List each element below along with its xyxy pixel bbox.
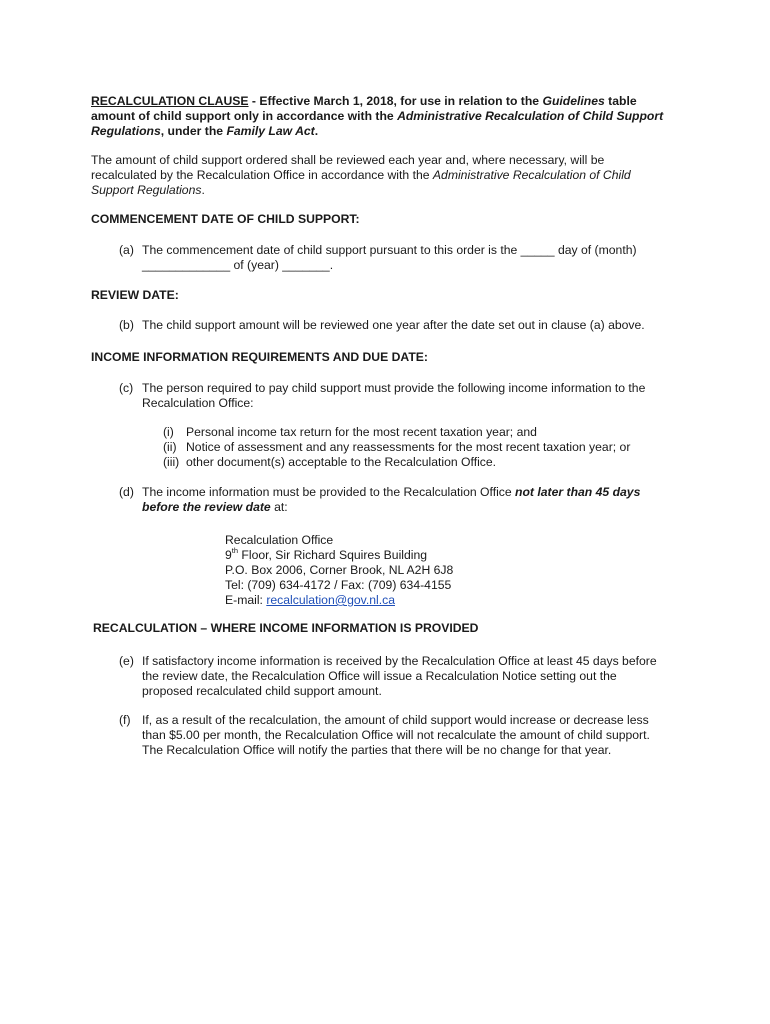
office-pobox: P.O. Box 2006, Corner Brook, NL A2H 6J8 <box>225 563 454 577</box>
deadline-emphasis: not later than 45 days before the review date <box>142 485 641 514</box>
intro-regs-ref: Administrative Recalculation of Child Support Regulations <box>91 168 631 197</box>
clause-title-end: . <box>314 124 319 138</box>
clause-b-label: (b) <box>119 318 134 332</box>
item-text: other document(s) acceptable to the Recalculation Office. <box>186 455 497 469</box>
income-doc-item <box>163 440 683 455</box>
guidelines-ref: Guidelines <box>542 94 605 108</box>
floor-number: 9 <box>225 548 232 562</box>
clause-e-label: (e) <box>119 654 134 668</box>
clause-a-label: (a) <box>119 243 134 257</box>
clause-d-label: (d) <box>119 485 134 499</box>
clause-a-line-1: The commencement date of child support pursuant to this order is the _____ day of (month) <box>142 243 637 257</box>
clause-title <box>91 94 671 139</box>
clause-f-text: If, as a result of the recalculation, the amount of child support would increase or decrease less than $5.00 per month, the Recalculation Office will not recalculate the amount of child support. The Recalculation Office will notify the parties that there will be no change for that year. <box>142 713 650 757</box>
clause-a-line-2: _____________ of (year) _______. <box>142 258 334 272</box>
item-number: (ii) <box>163 440 177 454</box>
item-number: (iii) <box>163 455 180 469</box>
clause-f-label: (f) <box>119 713 131 727</box>
floor-suffix: th <box>231 545 239 555</box>
intro-end: . <box>201 183 205 197</box>
clause-e-text: If satisfactory income information is received by the Recalculation Office at least 45 days before the review date, the Recalculation Office will issue a Recalculation Notice setting out the proposed recalculated child support amount. <box>142 654 657 698</box>
clause-title-text-2: table amount of child support only in accordance with the <box>91 94 637 123</box>
intro-paragraph <box>91 153 671 198</box>
item-text: Personal income tax return for the most recent taxation year; and <box>186 425 537 439</box>
office-email <box>225 593 395 608</box>
income-doc-item <box>163 455 683 470</box>
family-law-act-ref: Family Law Act <box>226 124 315 138</box>
email-label: E-mail: <box>225 593 267 607</box>
clause-title-text-3: , under the <box>160 124 227 138</box>
office-name: Recalculation Office <box>225 533 334 547</box>
income-doc-item <box>163 425 683 440</box>
clause-c-text: The person required to pay child support must provide the following income information to the Recalculation Office: <box>142 381 646 410</box>
clause-c-label: (c) <box>119 381 134 395</box>
section-heading-recalculation: RECALCULATION – WHERE INCOME INFORMATION IS PROVIDED <box>93 621 479 635</box>
section-heading-income: INCOME INFORMATION REQUIREMENTS AND DUE DATE: <box>91 350 428 364</box>
clause-title-text: - Effective March 1, 2018, for use in relation to the <box>248 94 543 108</box>
clause-d-body: The income information must be provided to the Recalculation Office <box>142 485 516 499</box>
floor-building: Floor, Sir Richard Squires Building <box>238 548 428 562</box>
admin-regs-ref: Administrative Recalculation of Child Support Regulations <box>91 109 664 138</box>
office-floor <box>225 545 428 563</box>
clause-d-end: at: <box>270 500 288 514</box>
clause-d-text <box>142 485 667 515</box>
intro-text: The amount of child support ordered shall be reviewed each year and, where necessary, will be recalculated by the Recalculation Office in accordance with the <box>91 153 605 182</box>
section-heading-commencement: COMMENCEMENT DATE OF CHILD SUPPORT: <box>91 212 360 226</box>
clause-title-lead: RECALCULATION CLAUSE <box>91 94 249 108</box>
email-link[interactable]: recalculation@gov.nl.ca <box>266 593 395 607</box>
office-phone: Tel: (709) 634-4172 / Fax: (709) 634-4155 <box>225 578 452 592</box>
section-heading-review: REVIEW DATE: <box>91 288 179 302</box>
clause-b-text: The child support amount will be reviewed one year after the date set out in clause (a) above. <box>142 318 645 332</box>
item-text: Notice of assessment and any reassessments for the most recent taxation year; or <box>186 440 631 454</box>
item-number: (i) <box>163 425 174 439</box>
